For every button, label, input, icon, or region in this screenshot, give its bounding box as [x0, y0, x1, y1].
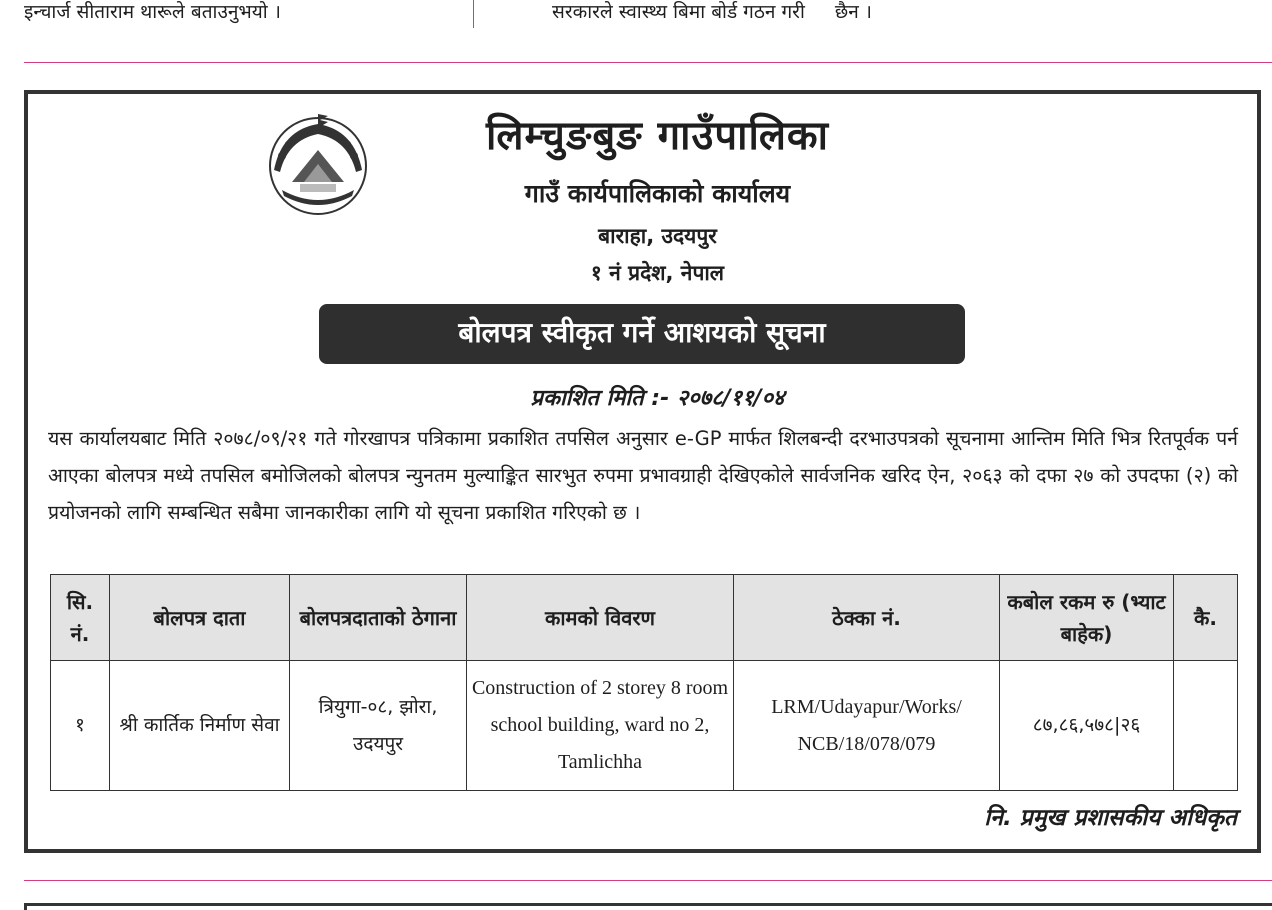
province-line: १ नं प्रदेश, नेपाल: [590, 261, 725, 285]
col-header-bidder: बोलपत्र दाता: [110, 575, 290, 661]
cell-work: Construction of 2 storey 8 room school building, ward no 2, Tamlichha: [467, 661, 734, 791]
cell-bidder-address: त्रियुगा-०८, झोरा, उदयपुर: [290, 661, 467, 791]
notice-heading-banner: बोलपत्र स्वीकृत गर्ने आशयको सूचना: [319, 304, 965, 364]
col-header-sn: सि. नं.: [51, 575, 110, 661]
published-date: प्रकाशित मिति :- २०७८/११/०४: [530, 386, 785, 411]
previous-article-text-right-b: छैन ।: [834, 1, 872, 23]
table-row: [51, 661, 1238, 791]
cell-sn: १: [51, 661, 110, 791]
cell-remarks: [1174, 661, 1238, 791]
office-name: गाउँ कार्यपालिकाको कार्यालय: [524, 179, 791, 208]
cell-amount: ८७,८६,५७८|२६: [1000, 661, 1174, 791]
col-header-amount: कबोल रकम रु (भ्याट बाहेक): [1000, 575, 1174, 661]
next-notice-box-edge: [24, 903, 1272, 910]
office-address: बाराहा, उदयपुर: [598, 224, 717, 248]
column-divider: [473, 0, 474, 28]
table-header-row: [51, 575, 1238, 661]
col-header-work: कामको विवरण: [467, 575, 734, 661]
pink-separator-top: [24, 62, 1272, 63]
col-header-bidder-address: बोलपत्रदाताको ठेगाना: [290, 575, 467, 661]
notice-body-paragraph: यस कार्यालयबाट मिति २०७८/०९/२१ गते गोरखापत्र पत्रिकामा प्रकाशित तपसिल अनुसार e-GP मार्फत शिलबन्दी दरभाउपत्रको सूचनामा आन्तिम मिति भित्र रितपूर्वक पर्न आएका बोलपत्र मध्ये तपसिल बमोजिलको बोलपत्र न्युनतम मुल्याङ्कित सारभुत रुपमा प्रभावग्राही देखिएकोले सार्वजनिक खरिद ऐन, २०६३ को दफा २७ को उपदफा (२) को प्रयोजनको लागि सम्बन्धित सबैमा जानकारीका लागि यो सूचना प्रकाशित गरिएको छ ।: [48, 427, 1238, 524]
cell-bidder: श्री कार्तिक निर्माण सेवा: [110, 661, 290, 791]
previous-article-strip: [0, 0, 1272, 30]
cell-contract-no: LRM/Udayapur/Works/ NCB/18/078/079: [734, 661, 1000, 791]
previous-article-text-right: [552, 0, 872, 24]
bid-table: [50, 574, 1238, 791]
pink-separator-bottom: [24, 880, 1272, 881]
previous-article-text-right-a: सरकारले स्वास्थ्य बिमा बोर्ड गठन गरी: [552, 1, 805, 23]
previous-article-text-left: इन्चार्ज सीताराम थारूले बताउनुभयो ।: [24, 1, 281, 23]
signoff-officer: नि. प्रमुख प्रशासकीय अधिकृत: [984, 805, 1237, 831]
col-header-remarks: कै.: [1174, 575, 1238, 661]
tender-notice-box: [24, 90, 1261, 853]
col-header-contract-no: ठेक्का नं.: [734, 575, 1000, 661]
municipality-title: लिम्चुङबुङ गाउँपालिका: [485, 113, 830, 159]
